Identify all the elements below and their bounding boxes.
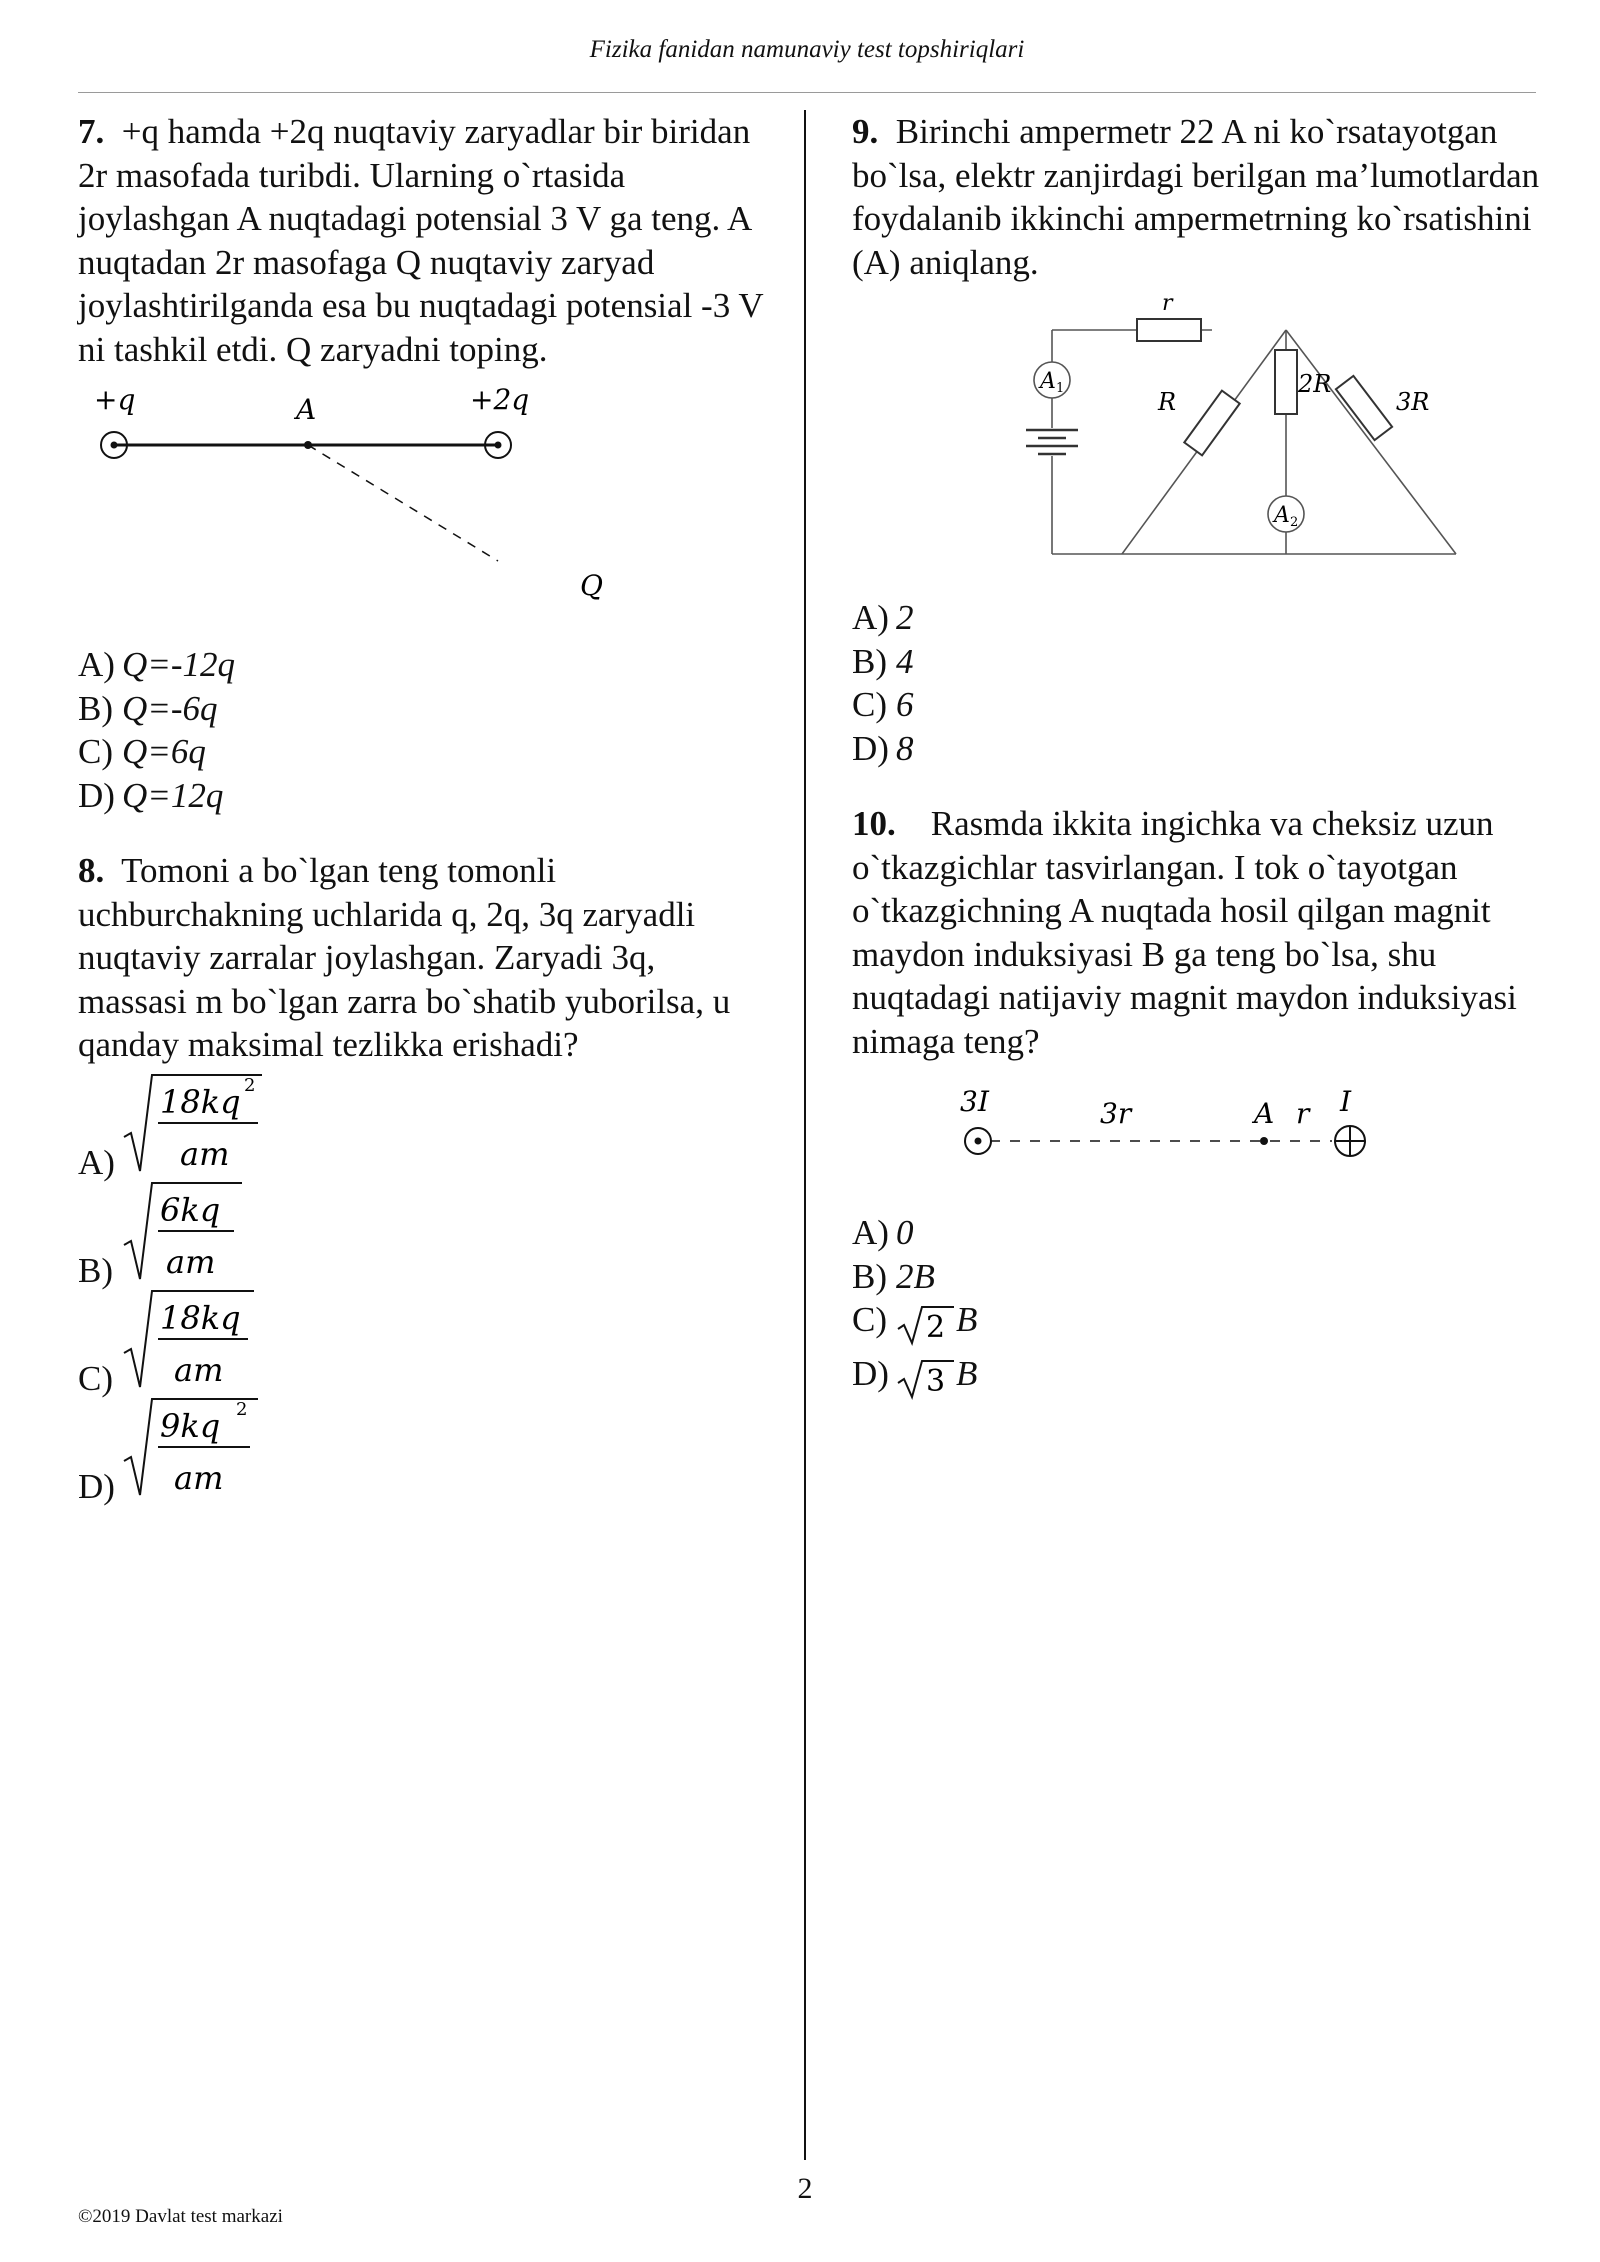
current-out-of-page-icon: [965, 1128, 991, 1154]
copyright: ©2019 Davlat test markazi: [78, 2206, 283, 2227]
answer-list: [852, 1211, 1542, 1406]
answer-list: [78, 643, 768, 817]
answer-list: [78, 1071, 768, 1506]
left-current-label: 3I: [960, 1085, 989, 1118]
circuit-diagram: [972, 288, 1532, 568]
point-a-label: A: [1254, 1097, 1275, 1130]
resistor-R-icon: [1184, 391, 1239, 456]
charges-figure: [78, 371, 603, 651]
resistor-2R-label: 2R: [1298, 370, 1332, 398]
distance-3r-label: 3r: [1100, 1097, 1132, 1130]
resistor-r-label: r: [1162, 291, 1173, 316]
right-current-label: I: [1340, 1085, 1352, 1118]
right-column: [852, 110, 1542, 1406]
answer-c[interactable]: C) 6: [852, 685, 914, 724]
exponent: 2: [244, 1074, 256, 1096]
header-rule: [78, 92, 1536, 93]
current-into-page-icon: [1335, 1126, 1365, 1156]
resistor-2R-icon: [1275, 350, 1297, 414]
numerator: 18kq: [160, 1082, 241, 1121]
sqrt-fraction: [122, 1179, 262, 1287]
answer-d[interactable]: D) 9kq 2 am: [78, 1395, 768, 1503]
left-charge-label: +q: [94, 383, 136, 416]
page-header: Fizika fanidan namunaviy test topshiriqlari: [589, 36, 1025, 63]
question-9: [852, 110, 1542, 770]
column-divider: [804, 110, 806, 2160]
answer-d[interactable]: D) Q=12q: [78, 775, 224, 815]
answer-b[interactable]: B) 6kq am: [78, 1179, 768, 1287]
answer-c[interactable]: C) 18kq am: [78, 1287, 768, 1395]
question-number: 9.: [852, 112, 879, 151]
radicand: 3: [926, 1364, 946, 1399]
question-number: 7.: [78, 112, 105, 151]
ammeter-1-icon: [1034, 362, 1070, 398]
answer-b[interactable]: B) Q=-6q: [78, 688, 218, 728]
answer-d[interactable]: D) 3 B: [852, 1354, 978, 1399]
denominator: am: [180, 1134, 230, 1173]
sqrt-symbol-icon: [896, 1357, 956, 1401]
svg-text:1: 1: [1056, 381, 1065, 396]
answer-a[interactable]: A) 0: [852, 1213, 914, 1252]
answer-list: [852, 596, 1542, 770]
question-number: 8.: [78, 851, 105, 890]
resistor-r-icon: [1137, 319, 1201, 341]
battery-icon: [1026, 430, 1078, 454]
question-stem: Tomoni a bo`lgan teng tomonli uchburchakning uchlarida q, 2q, 3q zaryadli nuqtaviy zarralar joylashgan. Zaryadi 3q, massasi m bo`lgan zarra bo`shatib yuborilsa, u qanday maksimal tezlikka erishadi?: [78, 851, 731, 1064]
question-stem: Rasmda ikkita ingichka va cheksiz uzun o`tkazgichlar tasvirlangan. I tok o`tayotgan o`tkazgichning A nuqtada hosil qilgan magnit maydon induksiyasi B ga teng bo`lsa, shu nuqtadagi natijaviy magnit maydon induksiyasi nimaga teng?: [852, 804, 1517, 1061]
sqrt-fraction: [122, 1071, 262, 1179]
radicand: 2: [926, 1310, 946, 1345]
exponent: 2: [236, 1398, 248, 1420]
question-7: [78, 110, 768, 817]
point-a-dot: [1260, 1137, 1268, 1145]
right-charge-label: +2q: [470, 383, 530, 416]
conductors-figure: [960, 1085, 1420, 1175]
question-10: [852, 802, 1542, 1406]
resistor-3R-label: 3R: [1396, 388, 1430, 416]
denominator: am: [166, 1242, 216, 1281]
left-column: [78, 110, 768, 1506]
answer-a[interactable]: A) 18kq 2 am: [78, 1071, 768, 1179]
page-number: 2: [797, 2172, 813, 2205]
answer-c[interactable]: C) Q=6q: [78, 732, 206, 771]
numerator: 18kq: [160, 1298, 241, 1337]
answer-c[interactable]: C) 2 B: [852, 1300, 978, 1345]
question-stem: +q hamda +2q nuqtaviy zaryadlar bir biridan 2r masofada turibdi. Ularning o`rtasida joylashgan A nuqtadagi potensial 3 V ga teng. A nuqtadan 2r masofaga Q nuqtaviy zaryad joylashtirilganda esa bu nuqtadagi potensial -3 V ni tashkil etdi. Q zaryadni toping.: [78, 112, 763, 369]
numerator: 9kq: [160, 1406, 221, 1445]
answer-a[interactable]: A) 2: [852, 598, 914, 637]
distance-r-label: r: [1296, 1097, 1310, 1130]
question-8: [78, 849, 768, 1506]
resistor-R-label: R: [1158, 388, 1177, 416]
sqrt-fraction: [122, 1287, 262, 1395]
answer-d[interactable]: D) 8: [852, 728, 914, 768]
answer-b[interactable]: B) 4: [852, 641, 914, 681]
point-a-label: A: [296, 393, 317, 426]
point-a-dot: [304, 441, 312, 449]
question-number: 10.: [852, 804, 896, 843]
sqrt-symbol-icon: [896, 1303, 956, 1347]
numerator: 6kq: [160, 1190, 221, 1229]
denominator: am: [174, 1458, 224, 1497]
sqrt-fraction: [122, 1395, 262, 1503]
charge-q-label: Q: [580, 569, 603, 602]
svg-text:A: A: [1274, 503, 1290, 528]
dashed-distance-line: [308, 445, 498, 561]
svg-text:2: 2: [1290, 515, 1299, 530]
svg-text:A: A: [1040, 369, 1056, 394]
ammeter-2-icon: [1268, 496, 1304, 532]
answer-a[interactable]: A) Q=-12q: [78, 645, 236, 684]
answer-b[interactable]: B) 2B: [852, 1256, 935, 1296]
question-stem: Birinchi ampermetr 22 A ni ko`rsatayotgan bo`lsa, elektr zanjirdagi berilgan ma’lumotlardan foydalanib ikkinchi ampermetrning ko`rsatishini (A) aniqlang.: [852, 112, 1540, 282]
denominator: am: [174, 1350, 224, 1389]
